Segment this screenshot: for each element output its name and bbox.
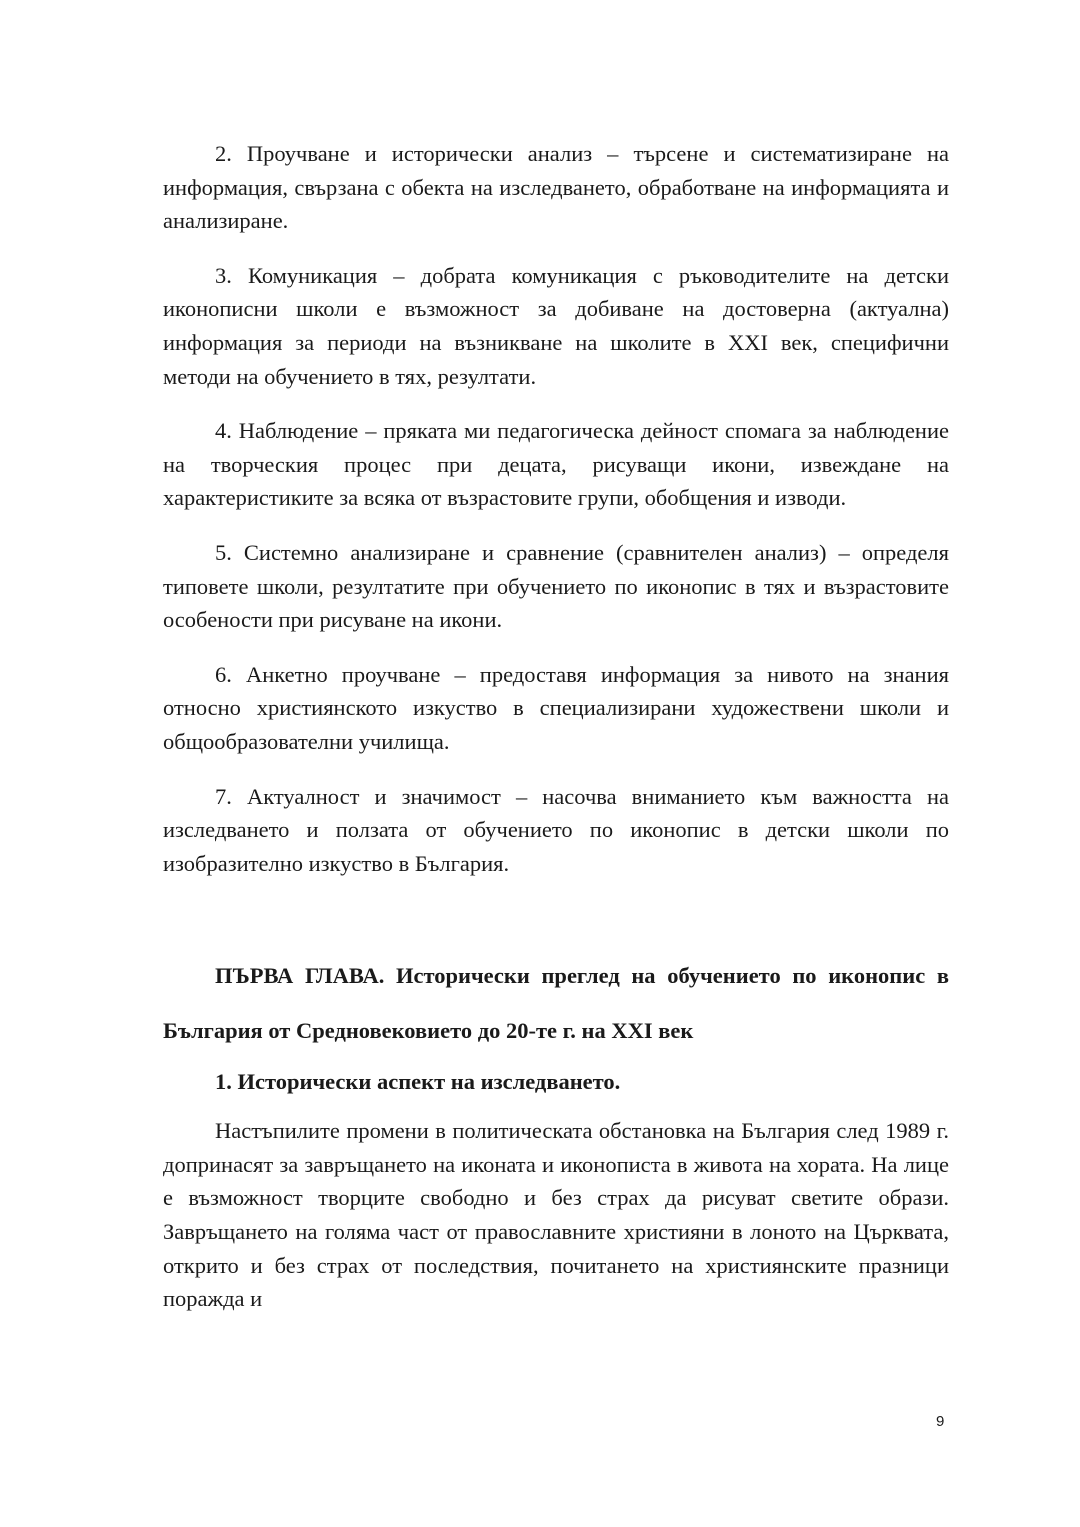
- paragraph-communication: 3. Комуникация – добрата комуникация с ръководителите на детски иконописни школи е възможност за добиване на достоверна (актуална) информация за периоди на възникване на школите в XXI век, специфични методи на обучението в тях, резултати.: [163, 262, 949, 389]
- section-title: 1. Исторически аспект на изследването.: [215, 1069, 621, 1095]
- chapter-title: ПЪРВА ГЛАВА. Исторически преглед на обучението по иконопис в България от Средновековието до 20-те г. на XXI век: [163, 963, 949, 1044]
- page-number: 9: [936, 1413, 945, 1430]
- section-body-paragraph: Настъпилите промени в политическата обстановка на България след 1989 г. допринасят за завръщането на иконата и иконописта в живота на хората. На лице е възможност творците свободно и без страх да рисуват светите образи. Завръщането на голяма част от православните християни в лоното на Църквата, открито и без страх от последствия, почитането на християнските празници поражда и: [163, 1118, 949, 1312]
- paragraph-comparative-analysis: 5. Системно анализиране и сравнение (сравнителен анализ) – определя типовете школи, резултатите при обучението по иконопис в тях и възрастовите особености при рисуване на икони.: [163, 539, 949, 633]
- paragraph-observation: 4. Наблюдение – пряката ми педагогическа дейност спомага за наблюдение на творческия процес при децата, рисуващи икони, извеждане на характеристиките за всяка от възрастовите групи, обобщения и изводи.: [163, 418, 949, 511]
- document-page: [163, 137, 949, 1316]
- paragraph-survey: 6. Анкетно проучване – предоставя информация за нивото на знания относно християнското изкуство в специализирани художествени школи и общообразователни училища.: [163, 661, 949, 754]
- paragraph-relevance: 7. Актуалност и значимост – насочва вниманието към важността на изследването и ползата от обучението по иконопис в детски школи по изобразително изкуство в България.: [163, 783, 949, 876]
- paragraph-research-analysis: 2. Проучване и исторически анализ – търсене и систематизиране на информация, свързана с обекта на изследването, обработване на информацията и анализиране.: [163, 141, 949, 234]
